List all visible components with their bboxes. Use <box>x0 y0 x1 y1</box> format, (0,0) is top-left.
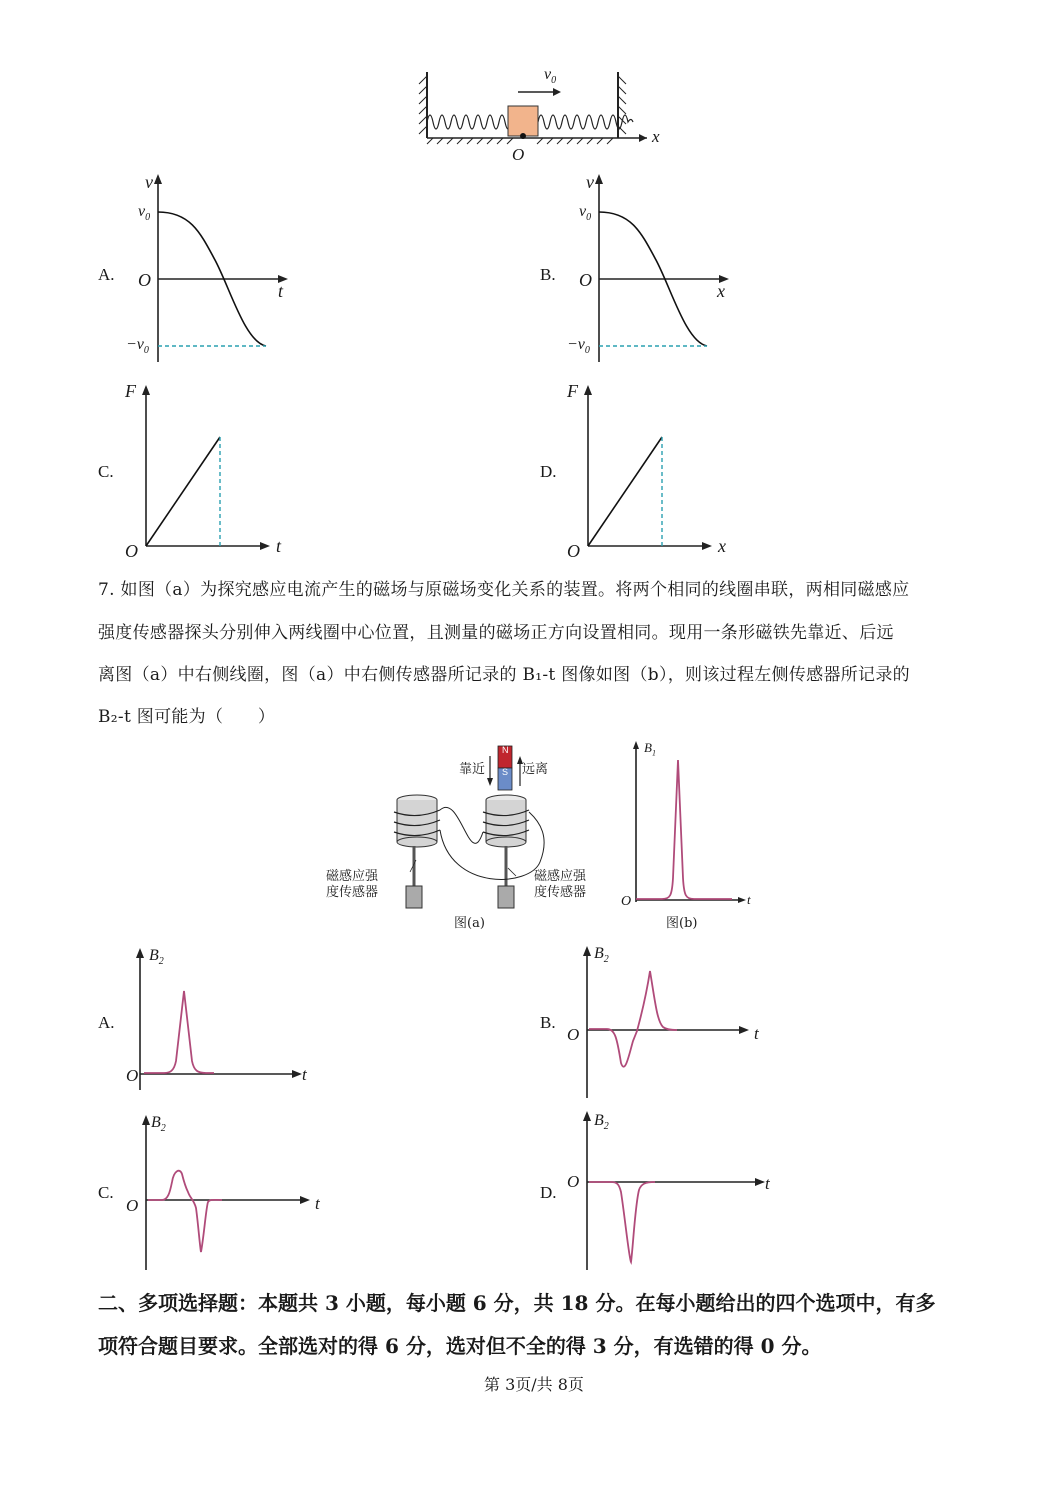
q6-b-bottom-tick: −v <box>567 336 585 353</box>
magnet-s-label: S <box>502 767 509 777</box>
coil-apparatus-figure <box>380 742 640 922</box>
q7-c-y-label: B <box>151 1114 161 1131</box>
q6-b-y-label: v <box>586 172 594 192</box>
q6-option-d-graph <box>572 382 732 552</box>
q7-option-a-letter[interactable]: A. <box>98 1013 115 1032</box>
away-label: 远离 <box>522 762 549 777</box>
q6-c-y-label: F <box>125 381 136 401</box>
q7-c-origin: O <box>126 1196 139 1215</box>
q6-a-top-tick: v <box>138 203 146 220</box>
q7-a-x-label: t <box>302 1065 307 1084</box>
q6-b-top-tick: v <box>579 203 587 220</box>
q7-option-b-graph <box>575 943 755 1098</box>
q6-d-x-label: x <box>718 536 726 556</box>
q6-a-origin: O <box>138 270 151 290</box>
figure-b-graph <box>622 738 772 908</box>
q6-c-x-label: t <box>276 536 282 556</box>
left-sensor-label: 磁感应强 度传感器 <box>326 869 379 900</box>
diagram-origin: O <box>512 145 525 164</box>
figure-a-caption: 图(a) <box>454 916 485 931</box>
q7-line-4: B₂-t 图可能为（ ） <box>98 707 276 727</box>
q6-d-y-label: F <box>567 381 578 401</box>
magnet-n-label: N <box>502 745 509 755</box>
q7-option-d-graph <box>577 1108 767 1273</box>
q6-a-x-label: t <box>278 281 284 301</box>
q7-d-x-label: t <box>765 1174 770 1193</box>
section-2-line-1: 二、多项选择题：本题共 3 小题，每小题 6 分，共 18 分。在每小题给出的四个选项中，有多 <box>98 1291 936 1315</box>
approach-label: 靠近 <box>459 762 486 777</box>
q6-a-y-label: v <box>145 172 153 192</box>
velocity-label: v <box>544 66 552 83</box>
q6-b-origin: O <box>579 270 592 290</box>
q7-line-1: 7. 如图（a）为探究感应电流产生的磁场与原磁场变化关系的装置。将两个相同的线圈串联，两相同磁感应 <box>98 580 910 600</box>
q7-b-origin: O <box>567 1025 580 1044</box>
q6-c-origin: O <box>125 541 138 561</box>
q7-a-origin: O <box>126 1066 139 1085</box>
q7-line-3: 离图（a）中右侧线圈，图（a）中右侧传感器所记录的 B₁-t 图像如图（b），则该过程左侧传感器所记录的 <box>98 665 910 685</box>
right-sensor-label: 磁感应强 度传感器 <box>534 869 587 900</box>
q6-option-a-graph <box>130 172 300 357</box>
q7-c-x-label: t <box>315 1194 320 1213</box>
q7-line-2: 强度传感器探头分别伸入两线圈中心位置，且测量的磁场正方向设置相同。现用一条形磁铁先靠近、后远 <box>98 623 894 643</box>
page-footer: 第 3页/共 8页 <box>484 1375 584 1394</box>
figure-b-caption: 图(b) <box>666 916 698 931</box>
q7-a-y-label: B <box>149 947 159 964</box>
q6-option-b-graph <box>571 172 741 357</box>
q7-d-origin: O <box>567 1172 580 1191</box>
q6-option-a-letter[interactable]: A. <box>98 265 115 284</box>
q6-d-origin: O <box>567 541 580 561</box>
q7-b-x-label: t <box>754 1024 759 1043</box>
q6-option-c-graph <box>130 382 290 552</box>
q6-option-c-letter[interactable]: C. <box>98 462 114 481</box>
q7-option-d-letter[interactable]: D. <box>540 1183 557 1202</box>
q7-b-y-label: B <box>594 945 604 962</box>
q7-d-y-label: B <box>594 1112 604 1129</box>
q7-option-c-graph <box>136 1112 316 1272</box>
block <box>508 106 538 136</box>
q6-a-bottom-tick: −v <box>126 336 144 353</box>
q7-option-b-letter[interactable]: B. <box>540 1013 556 1032</box>
q6-option-b-letter[interactable]: B. <box>540 265 556 284</box>
diagram-x-axis: x <box>652 127 660 146</box>
fig-b-x-label: t <box>747 892 751 907</box>
fig-b-origin: O <box>621 894 632 909</box>
q6-b-x-label: x <box>717 281 725 301</box>
q6-option-d-letter[interactable]: D. <box>540 462 557 481</box>
section-2-line-2: 项符合题目要求。全部选对的得 6 分，选对但不全的得 3 分，有选错的得 0 分。 <box>98 1334 822 1358</box>
q7-option-c-letter[interactable]: C. <box>98 1183 114 1202</box>
fig-b-y-label: B <box>644 740 652 755</box>
